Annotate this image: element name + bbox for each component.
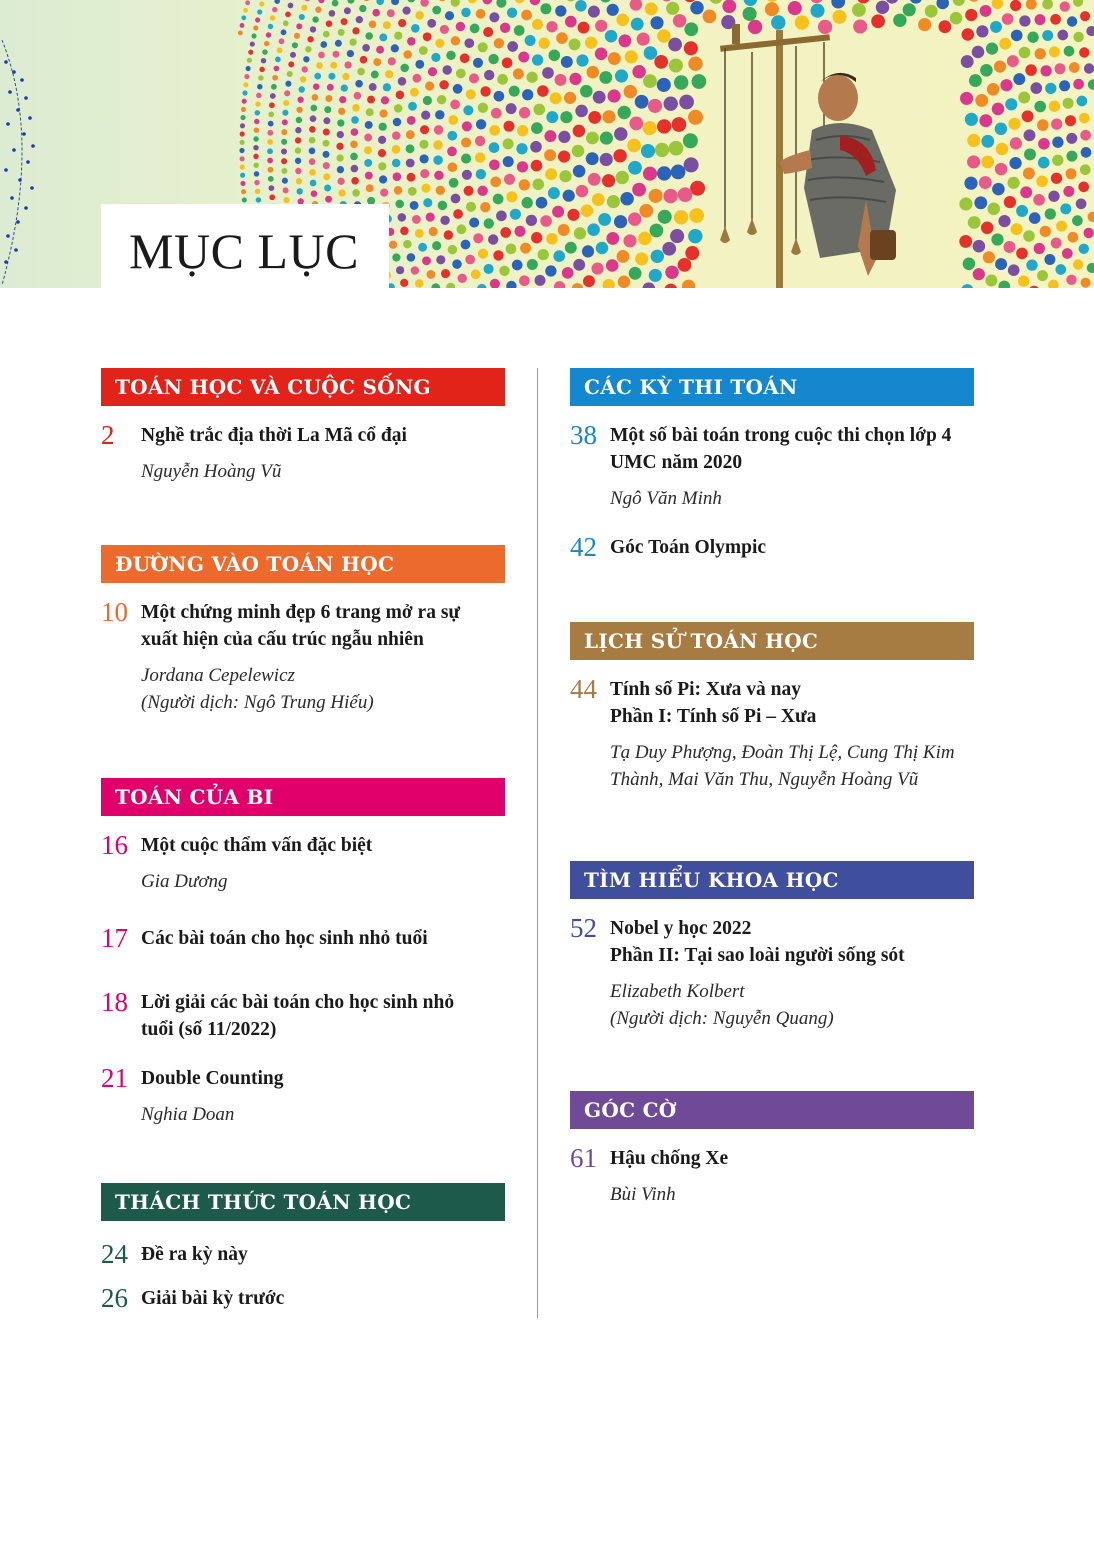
entry-author: Nguyễn Hoàng Vũ (141, 461, 282, 482)
section-header: LỊCH SỬ TOÁN HỌC (570, 622, 974, 660)
toc-entry[interactable] (101, 989, 505, 1043)
toc-entry[interactable] (570, 676, 974, 793)
section-header: ĐƯỜNG VÀO TOÁN HỌC (101, 545, 505, 583)
entry-title: Giải bài kỳ trước (141, 1288, 285, 1309)
entry-author: Ngô Văn Minh (610, 488, 722, 509)
entry-title: Lời giải các bài toán cho học sinh nhỏ tuổi (số 11/2022) (141, 992, 455, 1040)
entry-title: Hậu chống Xe (610, 1148, 729, 1169)
page-number: 38 (570, 420, 597, 450)
section-header: THÁCH THỨC TOÁN HỌC (101, 1183, 505, 1221)
entry-title: Nobel y học 2022 (610, 918, 752, 939)
section-tim-hieu-khoa-hoc (570, 861, 974, 1032)
page-number: 44 (570, 674, 597, 704)
toc-entry[interactable] (101, 1065, 505, 1128)
entry-title: Double Counting (141, 1068, 284, 1089)
section-header: GÓC CỜ (570, 1091, 974, 1129)
column-divider (537, 368, 538, 1318)
toc-entry[interactable] (570, 915, 974, 1032)
entry-translator: (Người dịch: Ngô Trung Hiếu) (141, 692, 374, 713)
toc-entry[interactable] (101, 832, 505, 895)
section-cac-ky-thi-toan (570, 368, 974, 562)
entry-author: Elizabeth Kolbert (610, 981, 745, 1002)
toc-entry[interactable] (101, 599, 505, 716)
entry-title: Tính số Pi: Xưa và nay (610, 679, 802, 700)
entry-title: Đề ra kỳ này (141, 1244, 248, 1265)
page-number: 10 (101, 597, 128, 627)
section-header: TÌM HIỂU KHOA HỌC (570, 861, 974, 899)
entry-subtitle: Phần II: Tại sao loài người sống sót (610, 945, 905, 966)
toc-entry[interactable] (101, 1285, 505, 1313)
toc-entry[interactable] (101, 1241, 505, 1269)
entry-author: Nghia Doan (141, 1104, 235, 1125)
toc-entry[interactable] (101, 925, 505, 953)
roman-surveyor-illustration (690, 0, 950, 288)
section-header: CÁC KỲ THI TOÁN (570, 368, 974, 406)
section-duong-vao-toan-hoc (101, 545, 505, 716)
page-number: 24 (101, 1239, 128, 1269)
page-number: 26 (101, 1283, 128, 1313)
section-toan-cua-bi (101, 778, 505, 1128)
section-header: TOÁN HỌC VÀ CUỘC SỐNG (101, 368, 505, 406)
entry-title: Một chứng minh đẹp 6 trang mở ra sự xuất hiện của cấu trúc ngẫu nhiên (141, 602, 461, 650)
page-number: 16 (101, 830, 128, 860)
page-number: 17 (101, 923, 128, 953)
entry-title: Góc Toán Olympic (610, 537, 767, 558)
title-box (101, 204, 389, 288)
page-number: 2 (101, 420, 115, 450)
entry-author: Gia Dương (141, 871, 228, 892)
header-banner (0, 0, 1094, 288)
section-lich-su-toan-hoc (570, 622, 974, 793)
entry-title: Một số bài toán trong cuộc thi chọn lớp 4 UMC năm 2020 (610, 425, 952, 473)
entry-author: Bùi Vinh (610, 1184, 676, 1205)
network-circle-illustration (0, 0, 60, 288)
toc-entry[interactable] (570, 1145, 974, 1208)
entry-translator: (Người dịch: Nguyễn Quang) (610, 1008, 834, 1029)
page-number: 18 (101, 987, 128, 1017)
section-header: TOÁN CỦA BI (101, 778, 505, 816)
entry-title: Nghề trắc địa thời La Mã cổ đại (141, 425, 407, 446)
entry-title: Một cuộc thẩm vấn đặc biệt (141, 835, 373, 856)
entry-author: Jordana Cepelewicz (141, 665, 295, 686)
page-number: 21 (101, 1063, 128, 1093)
section-goc-co (570, 1091, 974, 1208)
toc-entry[interactable] (570, 422, 974, 512)
section-toan-hoc-va-cuoc-song (101, 368, 505, 485)
page-number: 42 (570, 532, 597, 562)
page-number: 52 (570, 913, 597, 943)
toc-entry[interactable] (101, 422, 505, 485)
entry-subtitle: Phần I: Tính số Pi – Xưa (610, 706, 817, 727)
page-number: 61 (570, 1143, 597, 1173)
entry-author: Tạ Duy Phượng, Đoàn Thị Lệ, Cung Thị Kim Thành, Mai Văn Thu, Nguyễn Hoàng Vũ (610, 742, 955, 790)
toc-entry[interactable] (570, 534, 974, 562)
page-title: MỤC LỤC (129, 223, 359, 279)
entry-title: Các bài toán cho học sinh nhỏ tuổi (141, 928, 428, 949)
section-thach-thuc-toan-hoc (101, 1183, 505, 1313)
